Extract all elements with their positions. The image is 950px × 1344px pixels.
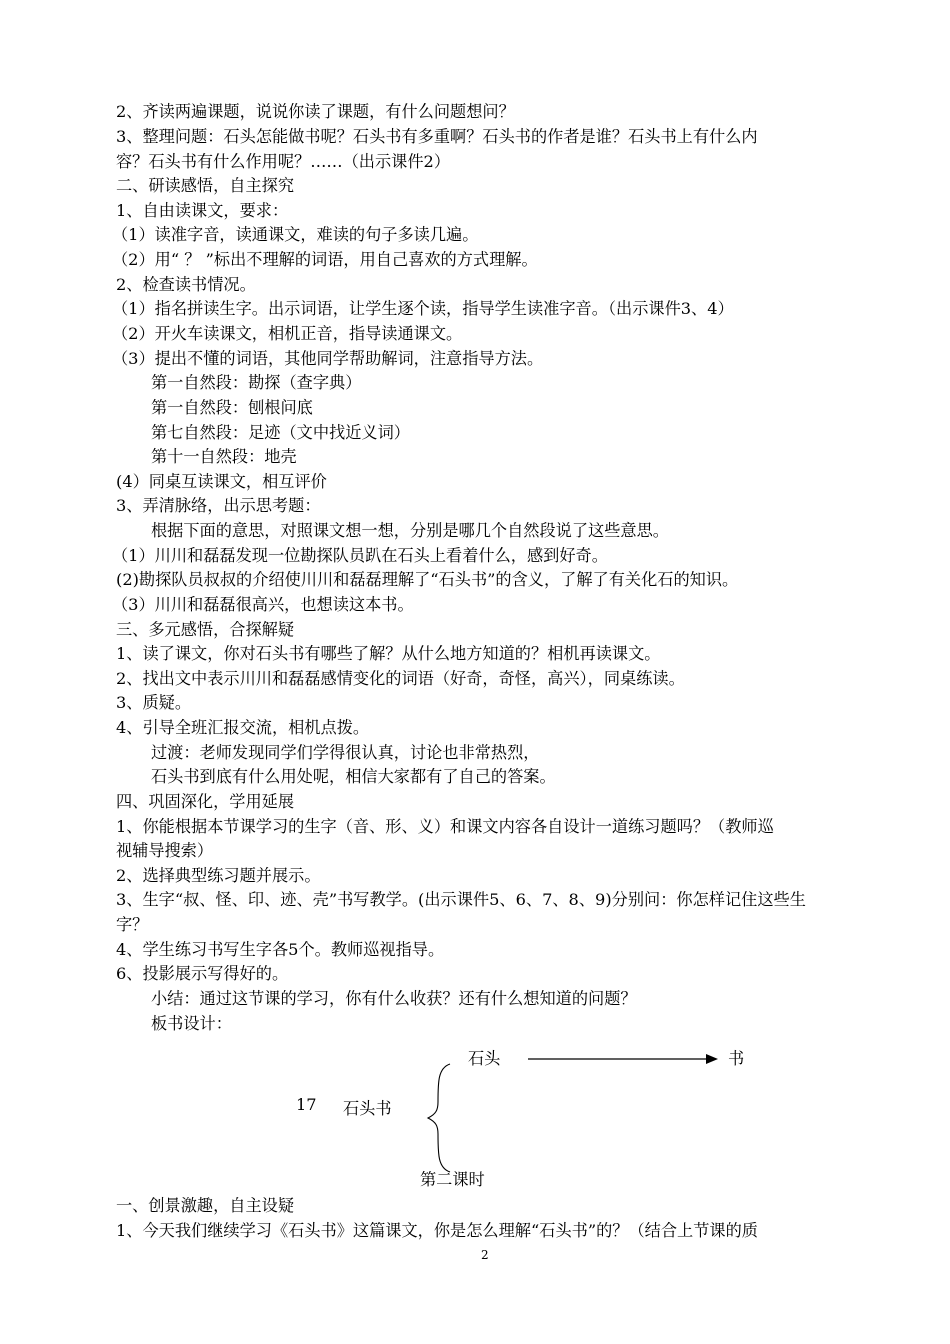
text-line: 1、读了课文，你对石头书有哪些了解？从什么地方知道的？相机再读课文。 (116, 644, 661, 663)
text-line: （2）开火车读课文，相机正音，指导读通课文。 (112, 324, 463, 343)
text-line: 4、引导全班汇报交流，相机点拨。 (116, 718, 370, 737)
text-line: 3、质疑。 (116, 693, 192, 712)
text-line: （1）读准字音，读通课文，难读的句子多读几遍。 (112, 225, 479, 244)
text-line: 2、找出文中表示川川和磊磊感情变化的词语（好奇，奇怪，高兴），同桌练读。 (116, 669, 685, 688)
text-line: 小结：通过这节课的学习，你有什么收获？还有什么想知道的问题？ (151, 989, 637, 1008)
text-line: 3、整理问题：石头怎能做书呢？石头书有多重啊？石头书的作者是谁？石头书上有什么内 (116, 127, 758, 146)
text-line: （3）提出不懂的词语，其他同学帮助解词，注意指导方法。 (112, 349, 544, 368)
text-line: (2)勘探队员叔叔的介绍使川川和磊磊理解了“石头书”的含义，了解了有关化石的知识。 (116, 570, 739, 589)
brace-icon (424, 1062, 452, 1174)
section-heading: 一、创景激趣，自主设疑 (116, 1196, 295, 1215)
text-line: 字？ (116, 915, 149, 934)
text-line: 容？石头书有什么作用呢？……（出示课件2） (116, 152, 451, 171)
section-heading: 三、多元感悟，合探解疑 (116, 620, 295, 639)
text-line: 石头书到底有什么用处呢，相信大家都有了自己的答案。 (151, 767, 556, 786)
section-heading: 二、研读感悟，自主探究 (116, 176, 295, 195)
section-heading: 四、巩固深化，学用延展 (116, 792, 295, 811)
text-line: 1、今天我们继续学习《石头书》这篇课文，你是怎么理解“石头书”的？（结合上节课的质 (116, 1221, 758, 1240)
text-line: （1）指名拼读生字。出示词语，让学生逐个读，指导学生读准字音。（出示课件3、4） (112, 299, 734, 318)
text-line: 第七自然段：足迹（文中找近义词） (151, 423, 410, 442)
text-line: 1、自由读课文，要求： (116, 201, 289, 220)
text-line: 第十一自然段：地壳 (151, 447, 297, 466)
text-line: 第一自然段：刨根问底 (151, 398, 313, 417)
text-line: 2、选择典型练习题并展示。 (116, 866, 321, 885)
board-stone-label: 石头 (468, 1049, 501, 1068)
text-line: （3）川川和磊磊很高兴，也想读这本书。 (112, 595, 414, 614)
text-line: （1）川川和磊磊发现一位勘探队员趴在石头上看着什么，感到好奇。 (112, 546, 608, 565)
page-number: 2 (481, 1248, 489, 1262)
board-lesson-title: 石头书 (343, 1099, 392, 1118)
text-line: 根据下面的意思，对照课文想一想，分别是哪几个自然段说了这些意思。 (151, 521, 669, 540)
text-line: 1、你能根据本节课学习的生字（音、形、义）和课文内容各自设计一道练习题吗？（教师巡 (116, 817, 774, 836)
lesson-heading: 第二课时 (420, 1170, 485, 1189)
text-line: 3、弄清脉络，出示思考题： (116, 496, 321, 515)
text-line: 3、生字“叔、怪、印、迹、壳”书写教学。(出示课件5、6、7、8、9)分别问：你怎样记住这些生 (116, 890, 806, 909)
text-line: 6、投影展示写得好的。 (116, 964, 289, 983)
text-line: 2、齐读两遍课题，说说你读了课题，有什么问题想问？ (116, 102, 515, 121)
text-line: (4）同桌互读课文，相互评价 (116, 472, 327, 491)
board-book-label: 书 (728, 1049, 745, 1068)
text-line: 4、学生练习书写生字各5个。教师巡视指导。 (116, 940, 445, 959)
text-line: 第一自然段：勘探（查字典） (151, 373, 362, 392)
board-lesson-number: 17 (296, 1095, 317, 1114)
text-line: 2、检查读书情况。 (116, 275, 256, 294)
text-line: 视辅导搜索） (116, 841, 214, 860)
arrow-icon (528, 1052, 718, 1066)
text-line: （2）用“ ？ ”标出不理解的词语，用自己喜欢的方式理解。 (112, 250, 538, 269)
text-line: 板书设计： (151, 1014, 232, 1033)
text-line: 过渡：老师发现同学们学得很认真，讨论也非常热烈， (151, 743, 540, 762)
